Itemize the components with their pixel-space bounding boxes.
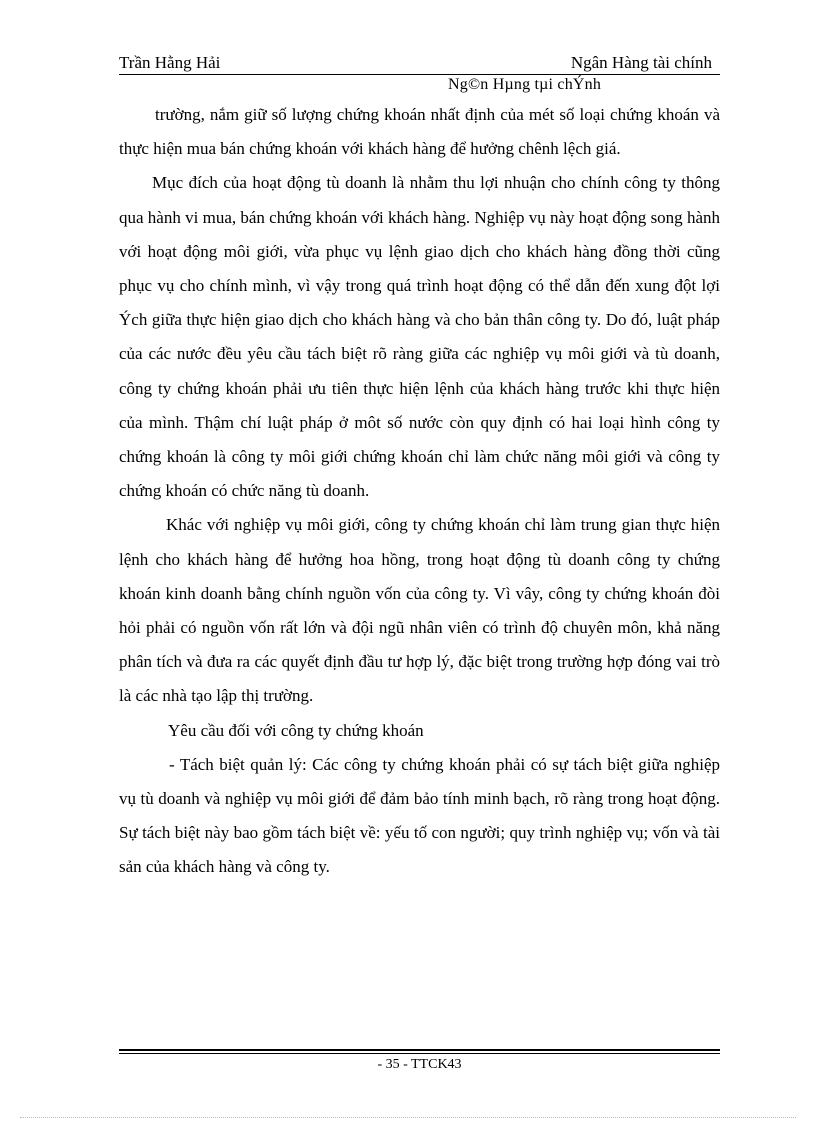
paragraph-continuation: trường, nắm giữ số lượng chứng khoán nhất định của mét số loại chứng khoán và thực hiện mua bán chứng khoán với khách hàng để hưởng chênh lệch giá. [119,105,720,159]
footer-rule-thin [119,1053,720,1054]
paragraph-requirements-heading: Yêu cầu đối với công ty chứng khoán [168,720,424,740]
paragraph-purpose: Mục đích của hoạt động tù doanh là nhằm thu lợi nhuận cho chính công ty thông qua hành vi mua, bán chứng khoán với khách hàng. Nghiệp vụ này hoạt động song hành với hoạt động môi giới, vừa phục vụ lệnh giao dịch cho khách hàng đồng thời cũng phục vụ cho chính mình, vì vậy trong quá trình hoạt động có thể dẫn đến xung đột lợi Ých giữa thực hiện giao dịch cho khách hàng và cho bản thân công ty. Do đó, luật pháp của các nước đều yêu cầu tách biệt rõ ràng giữa các nghiệp vụ môi giới và tù doanh, công ty chứng khoán phải ưu tiên thực hiện lệnh của khách hàng trước khi thực hiện của mình. Thậm chí luật pháp ở môt số nước còn quy định có hai loại hình công ty chứng khoán là công ty môi giới chứng khoán chỉ làm chức năng môi giới và công ty chứng khoán có chức năng tù doanh. [119,173,720,501]
header-rule [119,74,720,75]
header-subject: Ngân Hàng tài chính [570,53,712,72]
page-footer: - 35 - TTCK43 [377,1057,462,1072]
paragraph-separation: - Tách biệt quản lý: Các công ty chứng khoán phải có sự tách biệt giữa nghiệp vụ tù doanh và nghiệp vụ môi giới để đảm bảo tính minh bạch, rõ ràng trong hoạt động. Sự tách biệt này bao gồm tách biệt về: yếu tố con người; quy trình nghiệp vụ; vốn và tài sản của khách hàng và công ty. [119,754,720,877]
page-edge-divider [20,1117,796,1118]
page-header [119,53,720,75]
header-garbled-subject: Ng©n Hµng tµi chÝnh [448,76,602,93]
paragraph-difference: Khác với nghiệp vụ môi giới, công ty chứng khoán chỉ làm trung gian thực hiện lệnh cho khách hàng để hưởng hoa hồng, trong hoạt động tù doanh công ty chứng khoán kinh doanh bằng chính nguồn vốn của công ty. Vì vây, công ty chứng khoán đòi hỏi phải có nguồn vốn rất lớn và đội ngũ nhân viên có trình độ chuyên môn, khả năng phân tích và đưa ra các quyết định đầu tư hợp lý, đặc biệt trong trường hợp đóng vai trò là các nhà tạo lập thị trường. [119,515,720,706]
footer-rule-thick [119,1049,720,1051]
header-author: Trần Hằng Hải [119,53,221,72]
body-text [119,98,720,885]
